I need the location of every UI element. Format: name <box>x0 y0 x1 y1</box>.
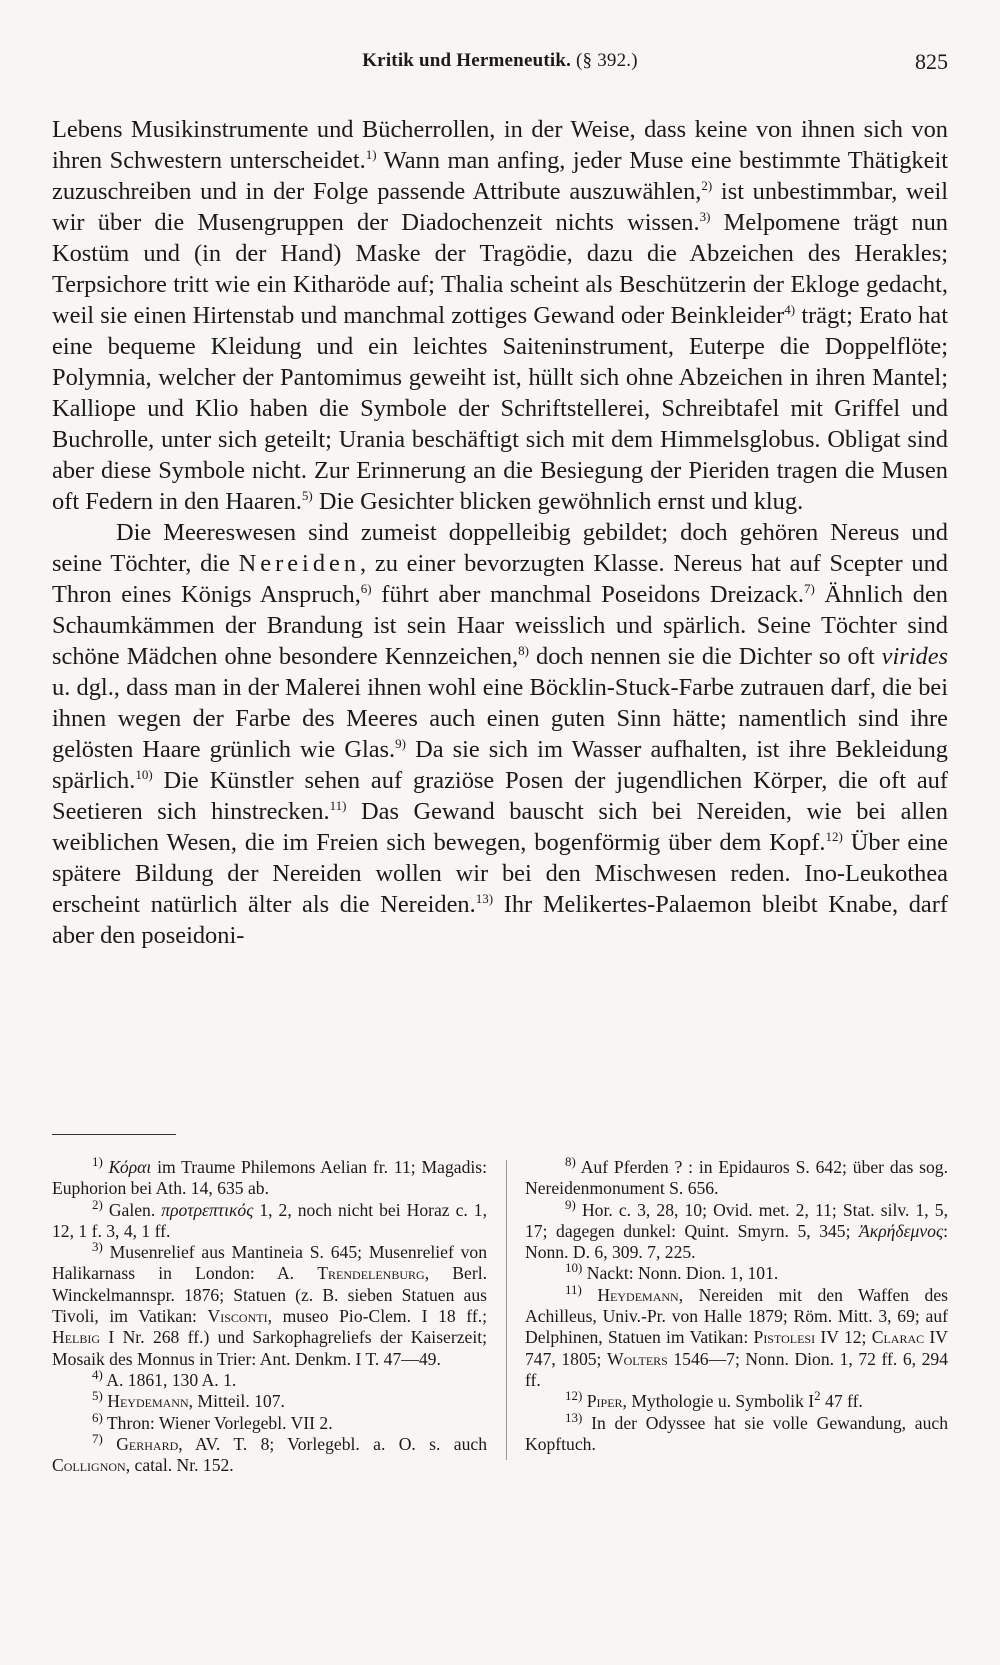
footnote-text: , AV. T. 8; Vorlegebl. a. O. s. auch <box>178 1433 487 1454</box>
text-run: Über eine spätere Bildung der Nereiden wollen wir bei den Mischwesen reden. Ino-Leukothea erscheint natürlich älter als die Nereiden. <box>52 829 948 918</box>
footnote-text: , Nereiden mit den Waffen des Achilleus, Univ.-Pr. von Halle 1879; Röm. Mitt. 3, 69; auf Delphinen, Statuen im Vatikan: <box>525 1284 948 1348</box>
text-run: führt aber manchmal Poseidons Dreizack. <box>371 581 805 608</box>
text-run: Lebens Musikinstrumente und Bücherrollen, in der Weise, dass keine von ihnen sich von ihren Schwestern unterscheidet. <box>52 116 948 174</box>
author-name: Collignon <box>52 1455 126 1476</box>
footnote-mark: 2) <box>92 1196 103 1212</box>
footnote-ref: 11) <box>329 797 347 813</box>
footnote-text: In der Odyssee hat sie volle Gewandung, auch Kopftuch. <box>525 1412 948 1454</box>
greek-term: Κόραι <box>108 1157 152 1177</box>
footnote-text: Nackt: Nonn. Dion. 1, 101. <box>582 1263 779 1284</box>
text-run: Wann man anfing, jeder Muse eine bestimmte Thätigkeit zuzuschreiben und in der Folge passende Attribute auszuwählen, <box>52 147 948 205</box>
footnote-text: I Nr. 268 ff.) und Sarkophagreliefs der Kaiserzeit; Mosaik des Monnus in Trier: Ant. Denkm. I T. 47—49. <box>52 1327 487 1369</box>
italic-term: virides <box>881 643 949 670</box>
footnote-ref: 4) <box>784 301 796 317</box>
footnote-ref: 9) <box>395 735 406 751</box>
footnote-ref: 8) <box>518 642 529 658</box>
footnote-ref: 5) <box>301 487 313 503</box>
footnote-text: , Mitteil. 107. <box>188 1391 285 1412</box>
footnote-rule <box>52 1134 176 1135</box>
author-name: Piper <box>586 1391 623 1412</box>
footnote-text: , Mythologie u. Symbolik I <box>622 1391 815 1412</box>
footnote-text: Musenrelief aus Mantineia S. 645; Musenrelief von Halikarnass in London: A. <box>52 1242 487 1284</box>
footnote-12 <box>525 1388 948 1412</box>
footnote-mark: 5) <box>92 1388 103 1404</box>
footnote-4 <box>52 1367 487 1391</box>
footnote-mark: 9) <box>565 1196 576 1212</box>
footnote-text: 47 ff. <box>820 1391 863 1412</box>
footnote-ref: 10) <box>135 766 153 782</box>
text-run: , zu einer bevorzugten Klasse. Nereus hat auf Scepter und Thron eines Königs Anspruch, <box>52 550 948 608</box>
text-run: Die Künstler sehen auf graziöse Posen der jugendlichen Körper, die oft auf Seetieren sich hinstrecken. <box>52 767 948 825</box>
footnote-mark: 13) <box>565 1409 583 1425</box>
footnote-mark: 1) <box>92 1154 103 1170</box>
text-run: Da sie sich im Wasser aufhalten, ist ihre Bekleidung spärlich. <box>52 736 948 794</box>
footnote-text: IV 12; <box>815 1327 872 1348</box>
author-name: Trendelenburg <box>317 1263 425 1284</box>
footnote-text: 1, 2, noch nicht bei Horaz c. 1, 12, 1 f. 3, 4, 1 ff. <box>52 1199 487 1241</box>
footnote-10 <box>525 1260 948 1284</box>
footnote-mark: 10) <box>565 1260 583 1276</box>
page-header <box>52 50 948 80</box>
footnote-text: , museo Pio-Clem. I 18 ff.; <box>267 1306 487 1327</box>
text-run: ist unbestimmbar, weil wir über die Musengruppen der Diadochenzeit nichts wissen. <box>52 178 948 236</box>
footnote-6 <box>52 1409 487 1434</box>
footnote-text: Galen. <box>102 1199 162 1220</box>
author-name: Heydemann <box>107 1391 189 1412</box>
text-run: trägt; Erato hat eine bequeme Kleidung und ein leichtes Saiteninstrument, Euterpe die Doppelflöte; Polymnia, welcher der Pantomimus geweiht ist, hüllt sich ohne Abzeichen in ihren Mantel; Kalliope und Klio haben die Symbole der Schriftstellerei, Schreibtafel mit Griffel und Buchrolle, unter sich geteilt; Urania beschäftigt sich mit dem Himmelsglobus. Obligat sind aber diese Symbole nicht. Zur Erinnerung an die Besiegung der Pieriden tragen die Musen oft Federn in den Haaren. <box>52 302 948 515</box>
author-name: Visconti <box>207 1306 268 1327</box>
footnote-text: , catal. Nr. 152. <box>125 1455 234 1476</box>
footnote-11 <box>525 1281 948 1391</box>
page-number: 825 <box>915 49 948 74</box>
text-run: Die Meereswesen sind zumeist doppelleibig gebildet; doch gehören Nereus und seine Töchter, die <box>52 519 948 577</box>
footnote-column-divider <box>506 1160 507 1460</box>
footnote-ref: 3) <box>699 208 711 224</box>
author-name: Gerhard <box>116 1433 179 1454</box>
footnote-8 <box>525 1154 948 1200</box>
footnote-text: Thron: Wiener Vorlegebl. VII 2. <box>102 1412 333 1433</box>
footnote-text: 1546—7; Nonn. Dion. 1, 72 ff. 6, 294 ff. <box>525 1348 948 1390</box>
paragraph-nereids <box>52 517 948 951</box>
running-head <box>52 50 948 72</box>
author-name: Heydemann <box>597 1284 679 1305</box>
spaced-term: Nereiden <box>238 550 361 577</box>
footnote-text: : Nonn. D. 6, 309. 7, 225. <box>525 1220 948 1263</box>
footnote-mark: 8) <box>565 1154 576 1170</box>
footnote-mark: 12) <box>565 1388 583 1404</box>
footnote-text: im Traume Philemons Aelian fr. 11; Magadis: Euphorion bei Ath. 14, 635 ab. <box>52 1157 487 1199</box>
footnote-mark: 7) <box>92 1431 103 1446</box>
author-name: Pistolesi <box>753 1327 816 1348</box>
footnote-ref: 13) <box>475 890 494 906</box>
text-run: Das Gewand bauscht sich bei Nereiden, wie bei allen weiblichen Wesen, die im Freien sich bewegen, bogenförmig über dem Kopf. <box>52 798 948 856</box>
footnote-5 <box>52 1388 487 1412</box>
footnote-7 <box>52 1431 487 1477</box>
footnote-ref: 12) <box>825 828 843 844</box>
author-name: Helbig <box>52 1327 101 1348</box>
running-head-section: (§ 392.) <box>576 50 638 71</box>
footnote-1 <box>52 1154 487 1200</box>
footnote-13 <box>525 1409 948 1456</box>
footnote-mark: 4) <box>92 1367 103 1383</box>
footnote-ref: 6) <box>360 580 372 596</box>
footnote-9 <box>525 1196 948 1264</box>
footnote-text: A. 1861, 130 A. 1. <box>102 1369 237 1390</box>
edition-superscript: 2 <box>814 1388 821 1404</box>
footnote-mark: 6) <box>92 1409 103 1425</box>
footnote-mark: 11) <box>565 1281 582 1297</box>
text-run: Ihr Melikertes-Palaemon bleibt Knabe, darf aber den poseidoni- <box>52 891 948 949</box>
text-run: Melpomene trägt nun Kostüm und (in der Hand) Maske der Tragödie, dazu die Abzeichen des Herakles; Terpsichore tritt wie ein Kitharöde auf; Thalia scheint als Beschützerin der Ekloge gedacht, weil sie einen Hirtenstab und manchmal zottiges Gewand oder Beinkleider <box>52 209 948 329</box>
footnote-ref: 1) <box>365 146 377 162</box>
footnote-ref: 2) <box>701 177 713 193</box>
greek-term: Ἀκρήδεμνος <box>859 1220 944 1241</box>
footnote-text: Auf Pferden ? : in Epidauros S. 642; über das sog. Nereidenmonument S. 656. <box>525 1157 948 1199</box>
footnote-3 <box>52 1239 487 1370</box>
main-text <box>52 114 948 951</box>
paragraph-muses <box>52 114 948 517</box>
running-head-title: Kritik und Hermeneutik. <box>362 50 572 71</box>
footnote-text: , Berl. Winckelmannspr. 1876; Statuen (z. B. sieben Statuen aus Tivoli, im Vatikan: <box>52 1263 487 1327</box>
footnote-text: Hor. c. 3, 28, 10; Ovid. met. 2, 11; Stat. silv. 1, 5, 17; dagegen dunkel: Quint. Smyrn. 5, 345; <box>525 1199 948 1241</box>
author-name: Wolters <box>606 1348 668 1369</box>
footnote-mark: 3) <box>92 1239 103 1255</box>
footnote-ref: 7) <box>804 580 815 596</box>
text-run: Ähnlich den Schaumkämmen der Brandung ist sein Haar weisslich und spärlich. Seine Töchter sind schöne Mädchen ohne besondere Kennzeichen, <box>52 581 948 670</box>
footnote-2 <box>52 1196 487 1243</box>
footnotes-right-column <box>525 1154 948 1455</box>
author-name: Clarac <box>871 1327 925 1348</box>
text-run: u. dgl., dass man in der Malerei ihnen wohl eine Böcklin-Stuck-Farbe zutrauen darf, die bei ihnen wegen der Farbe des Meeres auch einen guten Sinn hätte; namentlich sind ihre gelösten Haare grünlich wie Glas. <box>52 674 948 763</box>
text-run: Die Gesichter blicken gewöhnlich ernst und klug. <box>312 488 804 515</box>
text-run: doch nennen sie die Dichter so oft <box>529 643 882 670</box>
footnotes-left-column <box>52 1154 487 1476</box>
footnote-text: IV 747, 1805; <box>525 1327 948 1369</box>
greek-term: προτρεπτικός <box>161 1199 254 1220</box>
